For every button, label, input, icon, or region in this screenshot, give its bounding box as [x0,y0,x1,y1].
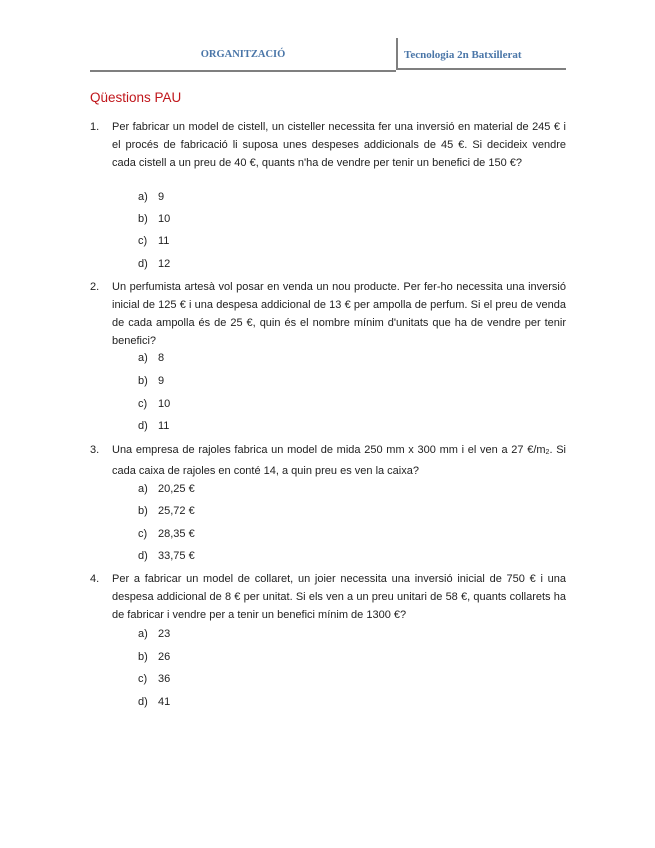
option-letter: c) [138,235,148,247]
option-text: 20,25 € [158,483,195,495]
option-text: 10 [158,213,171,225]
option-4a [138,627,170,641]
option-letter: a) [138,191,148,203]
question-1 [90,118,566,172]
question-text-main: Una empresa de rajoles fabrica un model de mida 250 mm x 300 mm i el ven a 27 €/m [112,444,546,456]
option-3b [138,504,195,518]
option-letter: d) [138,550,148,562]
question-3 [90,441,566,480]
option-letter: c) [138,398,148,410]
option-4b [138,650,170,664]
option-3a [138,482,195,496]
option-3d [138,549,195,563]
option-1d [138,257,170,271]
option-text: 10 [158,398,171,410]
option-2d [138,419,169,433]
option-letter: c) [138,673,148,685]
option-1c [138,234,169,248]
header-course-title: Tecnologia 2n Batxillerat [404,49,522,61]
question-text: Per fabricar un model de cistell, un cisteller necessita fer una inversió en material de 245 € i el procés de fabricació li suposa unes despeses addicionals de 45 €. Si decideix vendre cada cistell a un preu de 40 €, quants n'ha de vendre per tenir un benefici de 150 €? [112,121,566,169]
option-text: 28,35 € [158,528,195,540]
question-text: Per a fabricar un model de collaret, un joier necessita una inversió inicial de 750 € i una despesa addicional de 8 € per unitat. Si els ven a un preu unitari de 58 €, quants collarets ha de fabricar i vendre per a tenir un benefici mínim de 1300 €? [112,573,566,621]
question-text: Un perfumista artesà vol posar en venda un nou producte. Per fer-ho necessita una inversió inicial de 125 € i una despesa addicional de 13 € per ampolla de perfum. Si el preu de venda de cada ampolla és de 25 €, quin és el nombre mínim d'unitats que ha de vendre per tenir benefici? [112,281,566,347]
option-text: 36 [158,673,171,685]
question-number: 2. [90,281,100,293]
option-2a [138,351,164,365]
option-letter: b) [138,375,148,387]
page-header [90,38,566,70]
option-letter: b) [138,651,148,663]
question-2 [90,278,566,350]
option-letter: d) [138,420,148,432]
option-letter: b) [138,505,148,517]
option-2b [138,374,164,388]
option-text: 33,75 € [158,550,195,562]
option-text: 12 [158,258,171,270]
option-3c [138,527,195,541]
option-letter: c) [138,528,148,540]
page-title: Qüestions PAU [90,90,182,105]
question-text-end: . Si cada caixa de rajoles en conté 14, a quin preu es ven la caixa? [112,444,566,477]
option-text: 9 [158,191,165,203]
option-text: 11 [158,235,170,247]
header-course [396,38,566,70]
option-text: 8 [158,352,165,364]
option-4c [138,672,170,686]
option-1a [138,190,164,204]
option-text: 41 [158,696,171,708]
unit-subscript: 2 [545,449,550,456]
question-text [112,441,566,480]
option-4d [138,695,170,709]
option-letter: a) [138,352,148,364]
question-number: 4. [90,573,100,585]
option-2c [138,397,170,411]
header-section-title: ORGANITZACIÓ [200,49,286,60]
option-letter: a) [138,483,148,495]
option-1b [138,212,170,226]
option-letter: a) [138,628,148,640]
option-text: 9 [158,375,165,387]
question-number: 1. [90,121,100,133]
option-letter: d) [138,258,148,270]
question-4 [90,570,566,624]
option-text: 25,72 € [158,505,195,517]
option-text: 26 [158,651,171,663]
option-letter: b) [138,213,148,225]
question-number: 3. [90,444,100,456]
option-text: 23 [158,628,171,640]
option-text: 11 [158,420,170,432]
option-letter: d) [138,696,148,708]
header-section [90,38,396,72]
